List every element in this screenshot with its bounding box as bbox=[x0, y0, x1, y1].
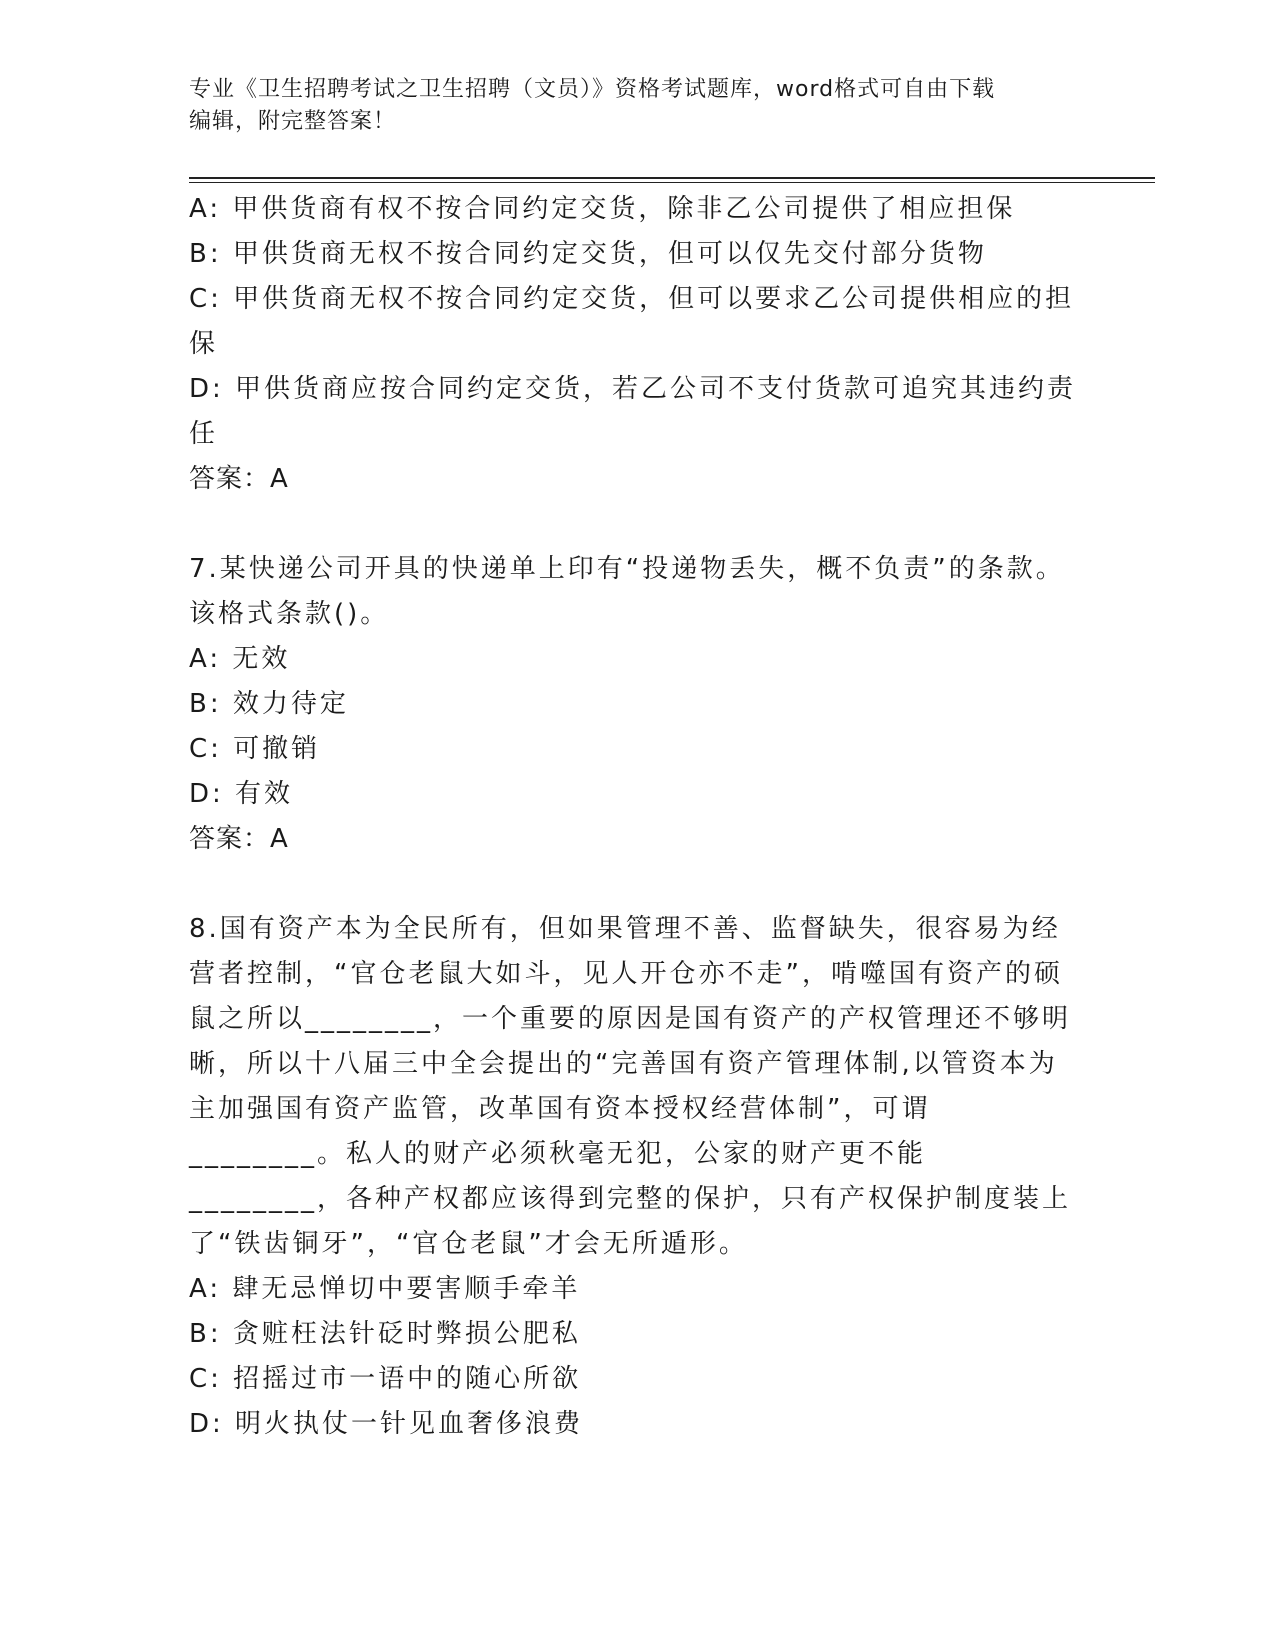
document-body bbox=[189, 187, 1079, 1447]
question-stem: 7.某快递公司开具的快递单上印有“投递物丢失，概不负责”的条款。该格式条款()。 bbox=[189, 554, 1065, 629]
question-6 bbox=[189, 187, 1079, 502]
option-c: C: 可撤销 bbox=[189, 734, 321, 764]
answer: 答案：A bbox=[189, 464, 289, 494]
option-b: B: 效力待定 bbox=[189, 689, 349, 719]
question-7 bbox=[189, 547, 1079, 862]
answer: 答案：A bbox=[189, 824, 289, 854]
option-a: A: 肆无忌惮切中要害顺手牵羊 bbox=[189, 1274, 581, 1304]
header-rule-thick bbox=[189, 177, 1155, 179]
header-title-line1: 专业《卫生招聘考试之卫生招聘（文员）》资格考试题库，word格式可自由下载 bbox=[189, 77, 996, 102]
header-title-line2: 编辑，附完整答案！ bbox=[189, 109, 397, 134]
option-c: C: 招摇过市一语中的随心所欲 bbox=[189, 1364, 582, 1394]
option-a: A: 无效 bbox=[189, 644, 291, 674]
header-rule-thin bbox=[189, 182, 1155, 183]
question-stem: 8.国有资产本为全民所有，但如果管理不善、监督缺失，很容易为经营者控制，“官仓老鼠大如斗，见人开仓亦不走”，啃噬国有资产的硕鼠之所以________，一个重要的原因是国有资产的产权管理还不够明晰，所以十八届三中全会提出的“完善国有资产管理体制,以管资本为主加强国有资产监管，改革国有资本授权经营体制”，可谓________。私人的财产必须秋毫无犯，公家的财产更不能________，各种产权都应该得到完整的保护，只有产权保护制度装上了“铁齿铜牙”，“官仓老鼠”才会无所遁形。 bbox=[189, 914, 1072, 1259]
option-d: D: 有效 bbox=[189, 779, 294, 809]
option-d: D: 甲供货商应按合同约定交货，若乙公司不支付货款可追究其违约责任 bbox=[189, 374, 1077, 449]
option-c: C: 甲供货商无权不按合同约定交货，但可以要求乙公司提供相应的担保 bbox=[189, 284, 1075, 359]
option-b: B: 甲供货商无权不按合同约定交货，但可以仅先交付部分货物 bbox=[189, 239, 987, 269]
option-d: D: 明火执仗一针见血奢侈浪费 bbox=[189, 1409, 584, 1439]
question-8 bbox=[189, 907, 1079, 1447]
document-header bbox=[189, 74, 1069, 138]
option-a: A: 甲供货商有权不按合同约定交货，除非乙公司提供了相应担保 bbox=[189, 194, 1016, 224]
option-b: B: 贪赃枉法针砭时弊损公肥私 bbox=[189, 1319, 581, 1349]
